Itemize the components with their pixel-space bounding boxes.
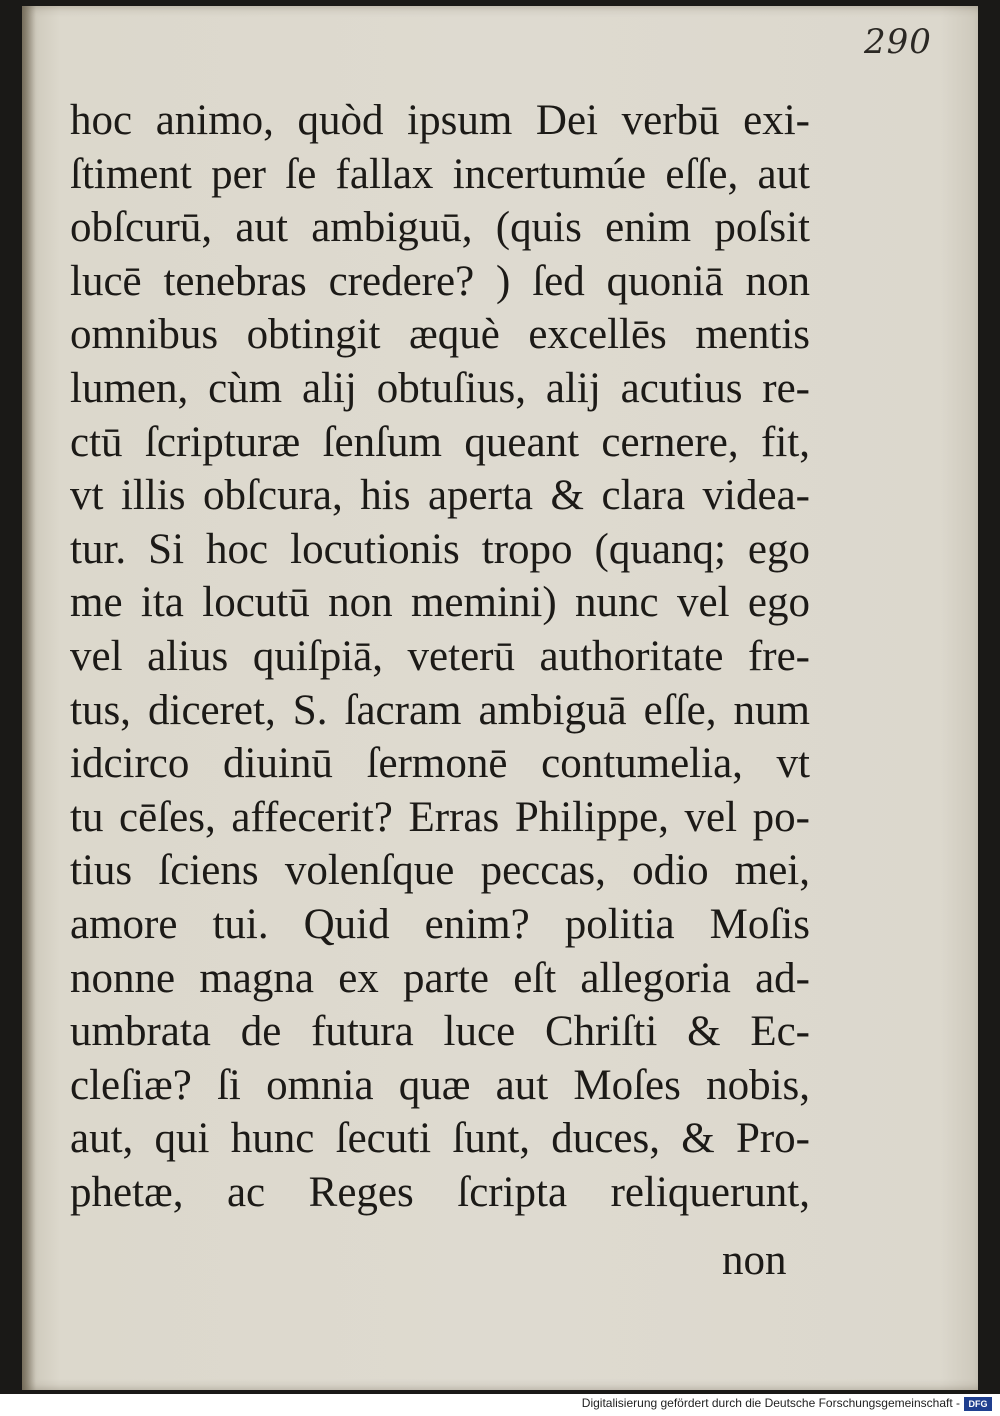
text-line: cleſiæ? ſi omnia quæ aut Moſes nobis, (70, 1061, 810, 1109)
text-line: tu cēſes, affecerit? Erras Philippe, vel po- (70, 793, 810, 841)
text-line: vt illis obſcura, his aperta & clara videa- (70, 472, 810, 520)
text-line: amore tui. Quid enim? politia Moſis (70, 900, 810, 948)
book-page (22, 6, 978, 1390)
text-line: hoc animo, quòd ipsum Dei verbū exi- (70, 97, 810, 144)
text-line: obſcurū, aut ambiguū, (quis enim poſsit (70, 204, 810, 252)
text-line: lucē tenebras credere? ) ſed quoniā non (70, 257, 810, 305)
text-line: omnibus obtingit æquè excellēs mentis (70, 311, 810, 359)
spine-shadow (22, 6, 36, 1390)
text-line: aut, qui hunc ſecuti ſunt, duces, & Pro- (70, 1115, 810, 1163)
text-line: lumen, cùm alij obtuſius, alij acutius re- (70, 364, 810, 412)
text-line: umbrata de futura luce Chriſti & Ec- (70, 1008, 810, 1056)
text-line: me ita locutū non memini) nunc vel ego (70, 579, 810, 627)
text-line: phetæ, ac Reges ſcripta reliquerunt, (70, 1168, 810, 1216)
funding-credit: Digitalisierung gefördert durch die Deutsche Forschungsgemeinschaft - (581, 1396, 960, 1410)
text-line: ſtiment per ſe fallax incertumúe eſſe, aut (70, 150, 810, 198)
text-line: tus, diceret, S. ſacram ambiguā eſſe, num (70, 686, 810, 734)
text-line: tur. Si hoc locutionis tropo (quanq; ego (70, 525, 810, 573)
text-block (70, 94, 810, 1219)
text-line: tius ſciens volenſque peccas, odio mei, (70, 847, 810, 895)
dfg-logo: DFG (964, 1397, 992, 1411)
text-line: vel alius quiſpiā, veterū authoritate fre- (70, 632, 810, 680)
text-line: idcirco diuinū ſermonē contumelia, vt (70, 740, 810, 788)
folio-number: 290 (864, 22, 932, 62)
footer-bar (0, 1394, 1000, 1416)
text-line: nonne magna ex parte eſt allegoria ad- (70, 954, 810, 1002)
text-line: ctū ſcripturæ ſenſum queant cernere, fit, (70, 418, 810, 466)
catchword: non (722, 1237, 787, 1284)
